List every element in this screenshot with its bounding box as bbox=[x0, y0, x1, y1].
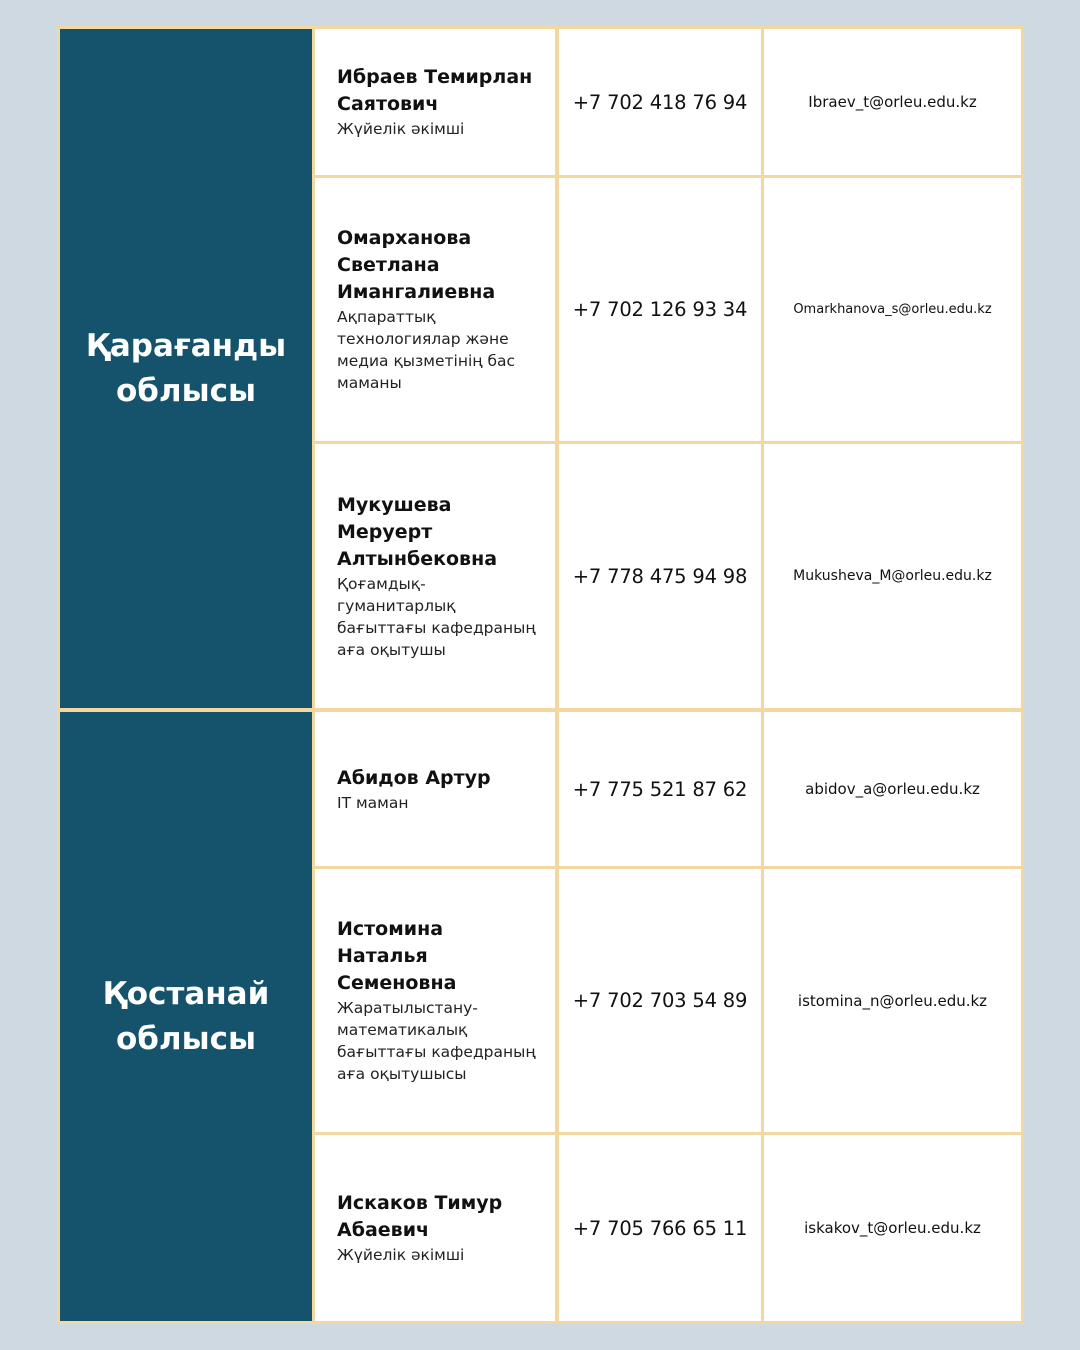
person-name: Омарханова Светлана Имангалиевна bbox=[337, 227, 496, 303]
person-role: IT маман bbox=[337, 793, 409, 812]
person-cell bbox=[315, 178, 555, 441]
person-role: Қоғамдық-гуманитарлық бағыттағы кафедраның аға оқытушы bbox=[337, 574, 536, 659]
phone-cell bbox=[559, 178, 761, 441]
person-cell bbox=[315, 712, 555, 866]
person-name: Истомина Наталья Семеновна bbox=[337, 918, 457, 994]
region-cell bbox=[60, 712, 312, 1321]
phone-number[interactable]: +7 702 126 93 34 bbox=[572, 298, 748, 321]
email-cell bbox=[764, 1135, 1021, 1321]
table-row bbox=[315, 178, 1021, 441]
email-address[interactable]: Ibraev_t@orleu.edu.kz bbox=[808, 93, 977, 111]
region-section-karaganda bbox=[57, 26, 1024, 711]
phone-cell bbox=[559, 444, 761, 708]
phone-cell bbox=[559, 712, 761, 866]
person-name: Искаков Тимур Абаевич bbox=[337, 1192, 503, 1241]
phone-number[interactable]: +7 702 703 54 89 bbox=[572, 989, 748, 1012]
region-name: Қарағанды облысы bbox=[85, 327, 287, 409]
email-address[interactable]: iskakov_t@orleu.edu.kz bbox=[804, 1219, 981, 1237]
person-role: Ақпараттық технологиялар және медиа қызметінің бас маманы bbox=[337, 308, 516, 392]
phone-number[interactable]: +7 775 521 87 62 bbox=[572, 777, 748, 801]
phone-cell bbox=[559, 869, 761, 1132]
email-address[interactable]: Omarkhanova_s@orleu.edu.kz bbox=[793, 302, 992, 317]
email-cell bbox=[764, 444, 1021, 708]
table-row bbox=[315, 869, 1021, 1132]
email-cell bbox=[764, 869, 1021, 1132]
table-row bbox=[315, 29, 1021, 175]
email-cell bbox=[764, 712, 1021, 866]
person-role: Жүйелік әкімші bbox=[337, 1246, 465, 1264]
table-row bbox=[315, 444, 1021, 708]
phone-cell bbox=[559, 1135, 761, 1321]
person-role: Жаратылыстану-математикалық бағыттағы кафедраның аға оқытушысы bbox=[337, 999, 536, 1083]
person-name: Мукушева Меруерт Алтынбековна bbox=[337, 493, 498, 570]
phone-number[interactable]: +7 702 418 76 94 bbox=[572, 90, 748, 114]
person-role: Жүйелік әкімші bbox=[337, 120, 465, 138]
person-cell bbox=[315, 869, 555, 1132]
email-address[interactable]: istomina_n@orleu.edu.kz bbox=[797, 991, 988, 1010]
region-name: Қостанай облысы bbox=[102, 975, 270, 1057]
person-name: Ибраев Темирлан Саятович bbox=[337, 66, 533, 115]
person-name: Абидов Артур bbox=[337, 766, 491, 789]
email-cell bbox=[764, 29, 1021, 175]
region-cell bbox=[60, 29, 312, 708]
phone-number[interactable]: +7 778 475 94 98 bbox=[572, 564, 748, 588]
email-address[interactable]: Mukusheva_M@orleu.edu.kz bbox=[793, 568, 992, 584]
person-cell bbox=[315, 29, 555, 175]
person-cell bbox=[315, 1135, 555, 1321]
region-section-kostanay bbox=[57, 709, 1024, 1324]
email-cell bbox=[764, 178, 1021, 441]
table-row bbox=[315, 712, 1021, 866]
phone-number[interactable]: +7 705 766 65 11 bbox=[572, 1216, 748, 1240]
email-address[interactable]: abidov_a@orleu.edu.kz bbox=[805, 780, 980, 798]
table-row bbox=[315, 1135, 1021, 1321]
phone-cell bbox=[559, 29, 761, 175]
contacts-table bbox=[57, 26, 1024, 1324]
person-cell bbox=[315, 444, 555, 708]
